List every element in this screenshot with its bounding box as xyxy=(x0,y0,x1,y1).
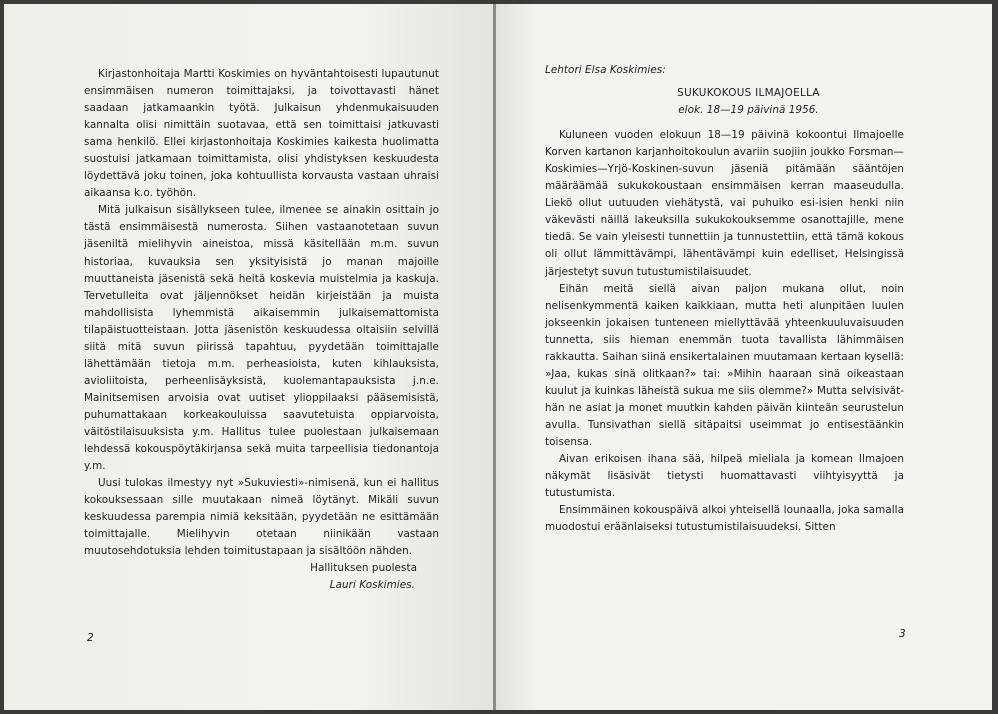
signature-name: Lauri Koskimies. xyxy=(329,579,415,592)
left-page-number: 2 xyxy=(87,632,94,644)
article-title: SUKUKOKOUS ILMAJOELLA xyxy=(677,87,820,100)
right-page-body xyxy=(545,62,904,536)
right-page xyxy=(496,4,992,710)
right-paragraph-4: Ensimmäinen kokouspäivä alkoi yhteisellä lounaalla, joka samalla muodostui eräänlaiseksi tutustumistilaisuudeksi. Sitten xyxy=(545,504,904,534)
signature-line: Hallituksen puolesta xyxy=(310,562,417,575)
left-paragraph-3: Uusi tulokas ilmestyy nyt »Sukuviesti»-nimisenä, kun ei hallitus kokouksessaan sille muutakaan nimeä löytänyt. Mikäli suvun keskuudessa parempia nimiä keksitään, pyydetään ne esittämään toimittajalle. Mielihyvin otetaan niinikään vastaan muutosehdotuksia lehden toimitustapaan ja sisältöön nähden. xyxy=(84,477,439,558)
right-paragraph-1: Kuluneen vuoden elokuun 18—19 päivinä kokoontui Ilmajoelle Korven kartanon karjanhoitokoulun avariin suojiin joukko Forsman—Koskimies—Yrjö-Koskinen-suvun jäseniä pitämään sääntöjen määräämää sukukokoustaan ensimmäisen kerran maaseudulla. Liekö ollut uutuuden viehätystä, vai puhuiko esi-isien henki niin väkevästi näillä lakeuksilla sukukokouksemme osanottajille, mene tiedä. Se vain yleisesti tunnettiin ja tunnustettiin, että tämä kokous oli ollut lämmittävämpi, lähentävämpi kuin edelliset, Helsingissä järjestetyt suvun tutustumistilaisuudet. xyxy=(545,129,904,278)
article-author: Lehtori Elsa Koskimies: xyxy=(545,64,666,76)
left-page-body xyxy=(84,66,439,594)
right-paragraph-2: Eihän meitä siellä aivan paljon mukana ollut, noin nelisenkymmentä kaiken kaikkiaan, mutta heti alunpitäen luulen jokseenkin jokaisen tunteneen miellyttävää yhteenkuuluvaisuuden tunnetta, siis hieman enemmän tuota tavallista lähimmäisen rakkautta. Saihan siinä ensikertalainen muutamaan kertaan kysellä: »Jaa, kukas sinä olitkaan?» tai: »Mihin haaraan sinä oikeastaan kuulut ja kuinkas läheistä sukua me siis olemme?» Mutta selvisivät-hän ne asiat ja monet muutkin kahden päivän kiinteän seurustelun avulla. Tunsivathan siellä sitäpaitsi useimmat jo entisestäänkin toisensa. xyxy=(545,282,904,448)
right-page-number: 3 xyxy=(899,628,906,640)
left-paragraph-1: Kirjastonhoitaja Martti Koskimies on hyväntahtoisesti lupautunut ensimmäisen numeron toimittajaksi, ja toivottavasti hänet saadaan jatkamaankin työtä. Julkaisun yhdenmukaisuuden kannalta olisi nimittäin suotavaa, että sen toimittaisi jatkuvasti sama henkilö. Ellei kirjastonhoitaja Koskimies kaikesta huolimatta suostuisi jatkamaan toimittamista, olisi yhdistyksen keskuudesta löydettävä joku toinen, joka kohtuullista korvausta vastaan uhraisi aikaansa k.o. työhön. xyxy=(84,68,439,200)
article-date: elok. 18—19 päivinä 1956. xyxy=(678,104,819,117)
right-paragraph-3: Aivan erikoisen ihana sää, hilpeä mieliala ja komean Ilmajoen näkymät lisäsivät tietysti huomattavasti viihtyisyyttä ja tutustumista. xyxy=(545,453,904,500)
left-page xyxy=(4,4,494,710)
left-paragraph-2: Mitä julkaisun sisällykseen tulee, ilmenee se ainakin osittain jo tästä ensimmäisestä numerosta. Siihen vastaanotetaan suvun jäseniltä mielihyvin aineistoa, missä käsitellään m.m. suvun historiaa, kuvauksia sen yksityisistä jo manan majoille muuttaneista jäsenistä sekä heitä koskevia muistelmia ja kaskuja. Tervetulleita ovat jäljennökset heidän kirjeistään ja muista mahdollisista lyhemmistä aikaisemmin julkaisemattomista tilapäistuotteistaan. Jotta jäsenistön keskuudessa oltaisiin selvillä siitä mitä suvun piirissä tapahtuu, pyydetään toimittajalle lähettämään tietoja m.m. perheasioista, kuten kihlauksista, avioliitoista, perheenlisäyksistä, kuolemantapauksista j.n.e. Mainitsemisen arvoisia ovat uutiset ylioppilaaksi pääsemisistä, puhumattakaan korkeakouluissa saavutetuista oppiarvoista, väitöstilaisuuksista y.m. Hallitus tulee puolestaan julkaisemaan lehdessä kokouspöytäkirjansa sekä muita tarpeellisia tiedonantoja y.m. xyxy=(84,204,439,473)
